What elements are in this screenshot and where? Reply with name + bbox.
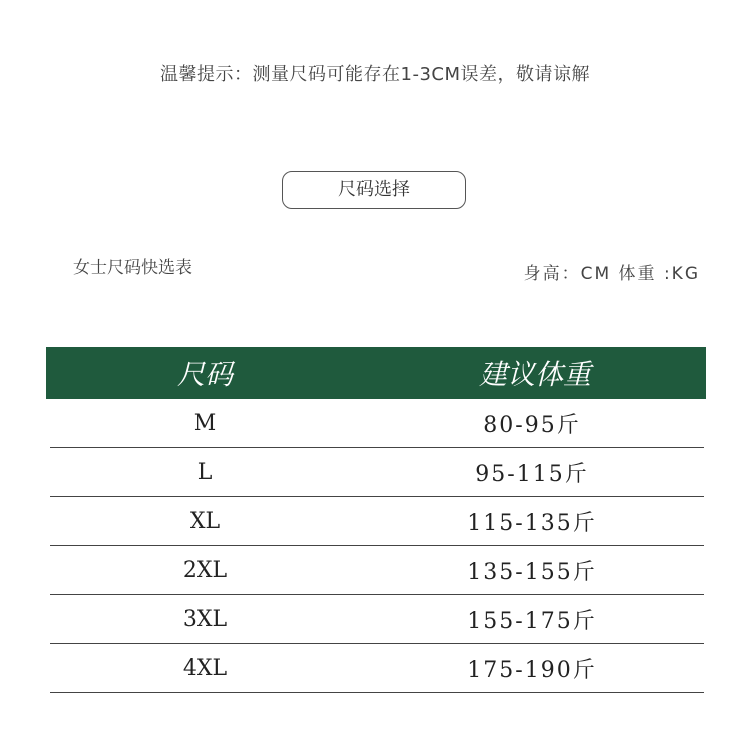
size-chart-title: 女士尺码快选表 [73,258,192,278]
units-label: 身高：CM 体重 :KG [523,264,700,284]
size-select-button[interactable]: 尺码选择 [282,171,466,209]
table-row [50,644,704,693]
row-size: 3XL [182,606,228,632]
row-size: M [193,410,217,436]
table-row [50,546,704,595]
row-weight: 95-115斤 [475,461,589,487]
row-size: XL [189,508,221,534]
row-weight: 175-190斤 [467,657,597,683]
row-size: 4XL [182,655,228,681]
size-table-body [50,399,704,693]
table-row [50,497,704,546]
table-row [50,399,704,448]
row-weight: 80-95斤 [483,412,581,438]
header-size: 尺码 [176,358,233,391]
row-size: 2XL [182,557,228,583]
row-weight: 135-155斤 [467,559,597,585]
header-weight: 建议体重 [478,358,591,391]
size-table-header [46,347,706,399]
table-row [50,595,704,644]
row-weight: 115-135斤 [467,510,597,536]
row-size: L [197,459,213,485]
measurement-notice: 温馨提示：测量尺码可能存在1-3CM误差，敬请谅解 [160,64,590,85]
row-weight: 155-175斤 [467,608,597,634]
table-row [50,448,704,497]
